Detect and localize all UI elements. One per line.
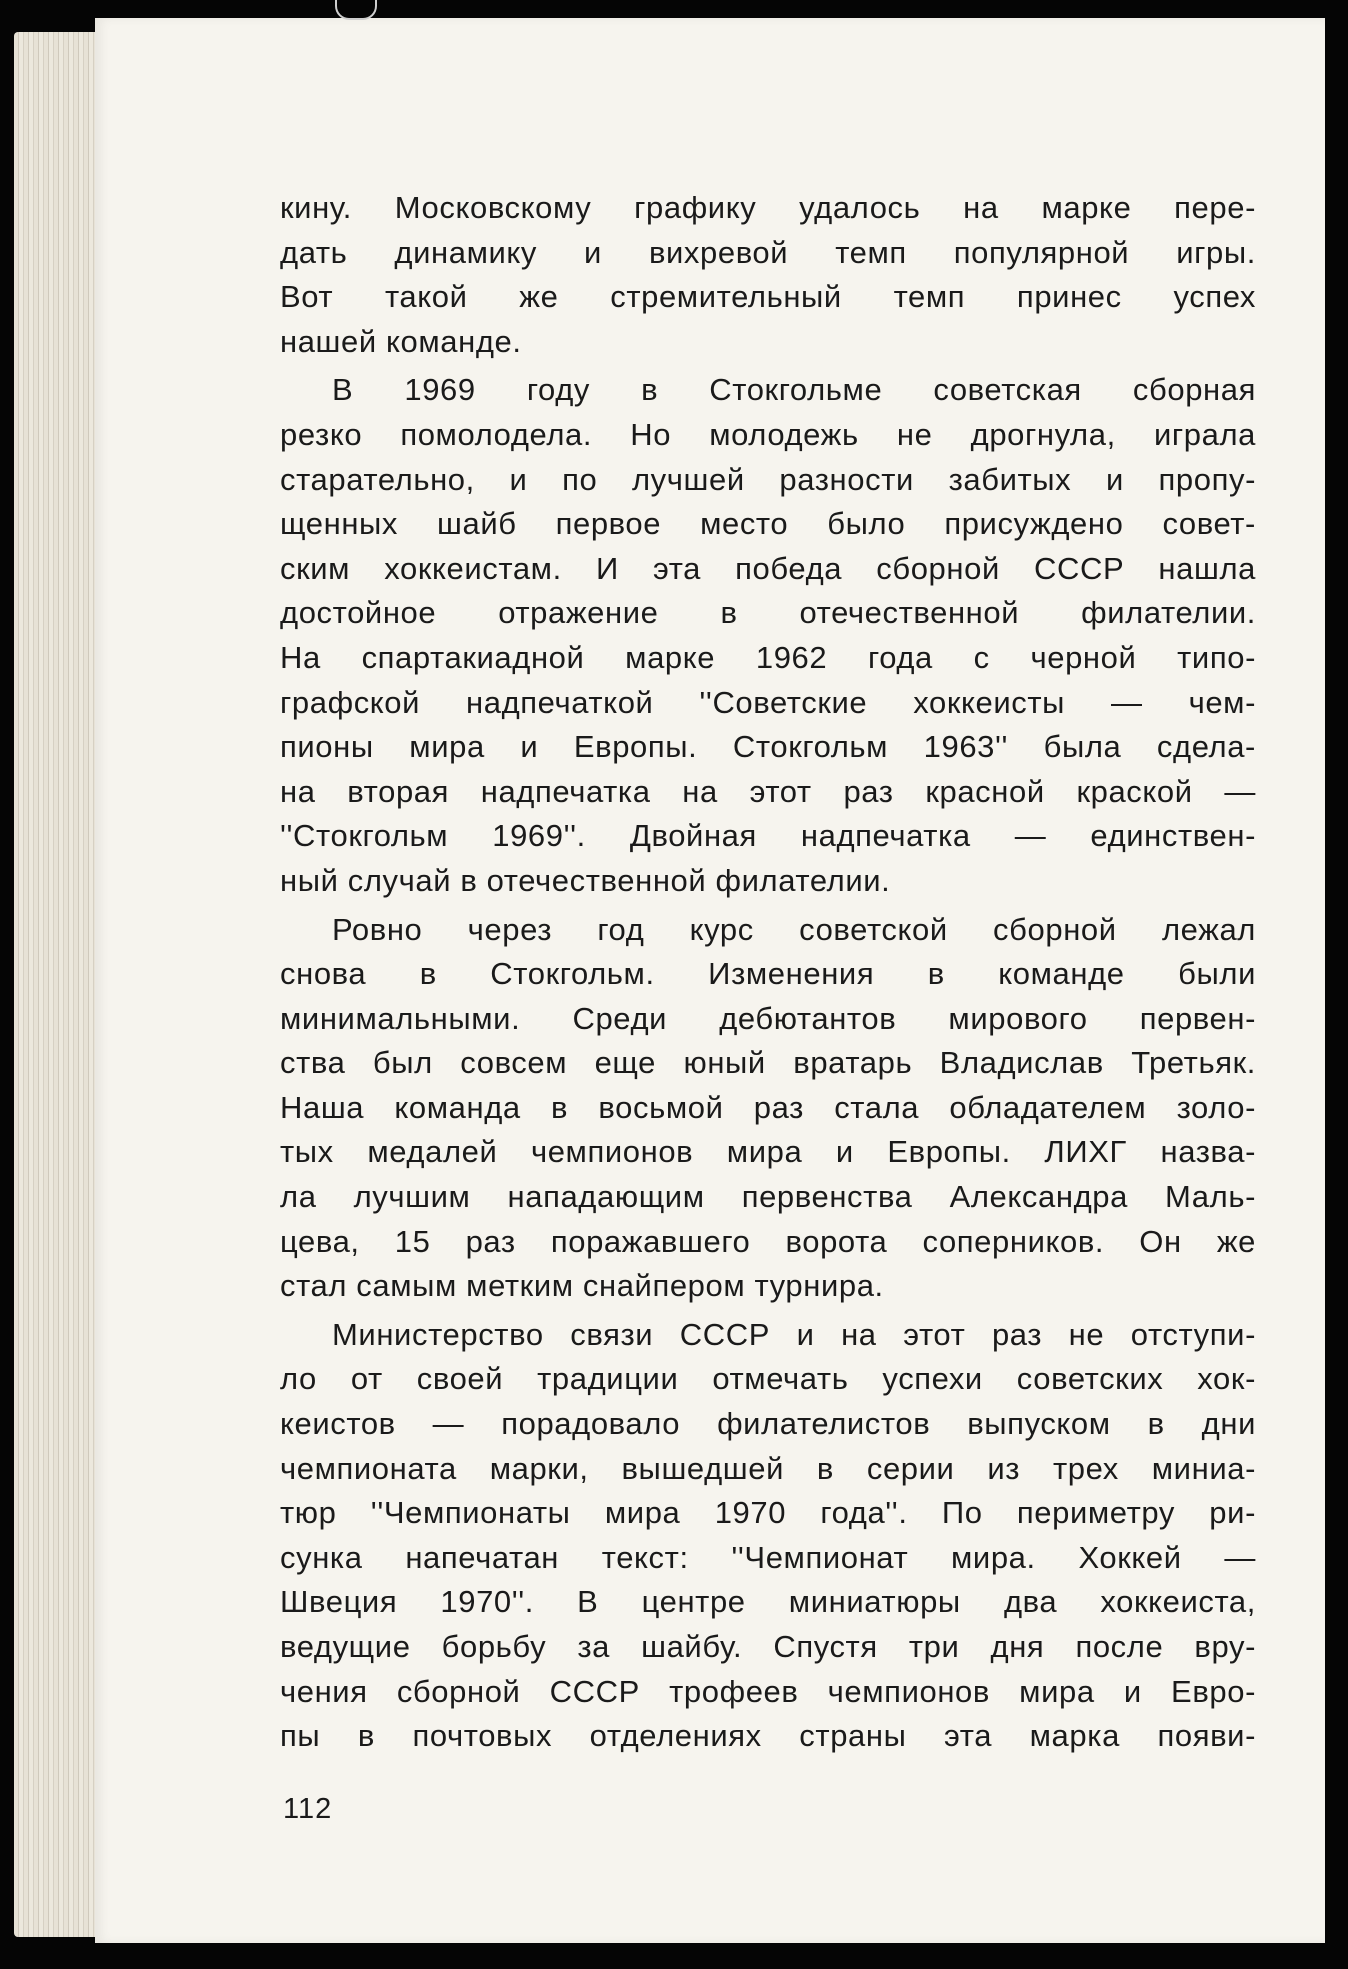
text-line: на вторая надпечатка на этот раз красной краской — <box>280 773 1256 809</box>
text-line: дать динамику и вихревой темп популярной игры. <box>280 234 1256 270</box>
text-line: чения сборной СССР трофеев чемпионов мира и Евро- <box>280 1673 1256 1709</box>
text-line: резко помолодела. Но молодежь не дрогнула, играла <box>280 416 1256 452</box>
text-line: достойное отражение в отечественной филателии. <box>280 595 1256 631</box>
text-line: ''Стокгольм 1969''. Двойная надпечатка — единствен- <box>280 818 1256 854</box>
text-line: Министерство связи СССР и на этот раз не отступи- <box>332 1316 1256 1352</box>
text-line: Ровно через год курс советской сборной лежал <box>332 911 1256 947</box>
body-text <box>280 186 1256 1759</box>
text-line: пионы мира и Европы. Стокгольм 1963'' была сдела- <box>280 729 1256 765</box>
text-line: ный случай в отечественной филателии. <box>280 862 891 898</box>
text-line: Вот такой же стремительный темп принес успех <box>280 279 1256 315</box>
text-line: ло от своей традиции отмечать успехи советских хок- <box>280 1361 1256 1397</box>
text-line: тых медалей чемпионов мира и Европы. ЛИХГ назва- <box>280 1134 1256 1170</box>
text-line: нашей команде. <box>280 323 522 359</box>
text-line: кину. Московскому графику удалось на марке пере- <box>280 190 1256 225</box>
text-line: снова в Стокгольм. Изменения в команде были <box>280 956 1256 992</box>
text-line: старательно, и по лучшей разности забитых и пропу- <box>280 461 1256 497</box>
paper-clip-icon <box>335 0 377 20</box>
text-line: минимальными. Среди дебютантов мирового первен- <box>280 1000 1256 1036</box>
text-line: тюр ''Чемпионаты мира 1970 года''. По периметру ри- <box>280 1495 1256 1531</box>
text-line: графской надпечаткой ''Советские хоккеисты — чем- <box>280 684 1256 720</box>
text-line: пы в почтовых отделениях страны эта марка появи- <box>280 1718 1256 1754</box>
text-line: Наша команда в восьмой раз стала обладателем золо- <box>280 1089 1256 1125</box>
text-line: стал самым метким снайпером турнира. <box>280 1268 884 1304</box>
text-line: сунка напечатан текст: ''Чемпионат мира. Хоккей — <box>280 1539 1256 1575</box>
text-line: цева, 15 раз поражавшего ворота соперников. Он же <box>280 1223 1256 1259</box>
text-line: ства был совсем еще юный вратарь Владислав Третьяк. <box>280 1045 1256 1081</box>
text-line: На спартакиадной марке 1962 года с черной типо- <box>280 639 1256 675</box>
text-line: В 1969 году в Стокгольме советская сборная <box>332 372 1256 408</box>
text-line: кеистов — порадовало филателистов выпуском в дни <box>280 1406 1256 1442</box>
text-line: ла лучшим нападающим первенства Александра Маль- <box>280 1179 1256 1215</box>
text-line: ведущие борьбу за шайбу. Спустя три дня после вру- <box>280 1629 1256 1664</box>
text-line: ским хоккеистам. И эта победа сборной СССР нашла <box>280 550 1256 586</box>
page-number: 112 <box>283 1793 333 1825</box>
text-line: щенных шайб первое место было присуждено совет- <box>280 506 1256 542</box>
text-line: Швеция 1970''. В центре миниатюры два хоккеиста, <box>280 1584 1256 1620</box>
text-line: чемпионата марки, вышедшей в серии из трех миниа- <box>280 1450 1256 1486</box>
